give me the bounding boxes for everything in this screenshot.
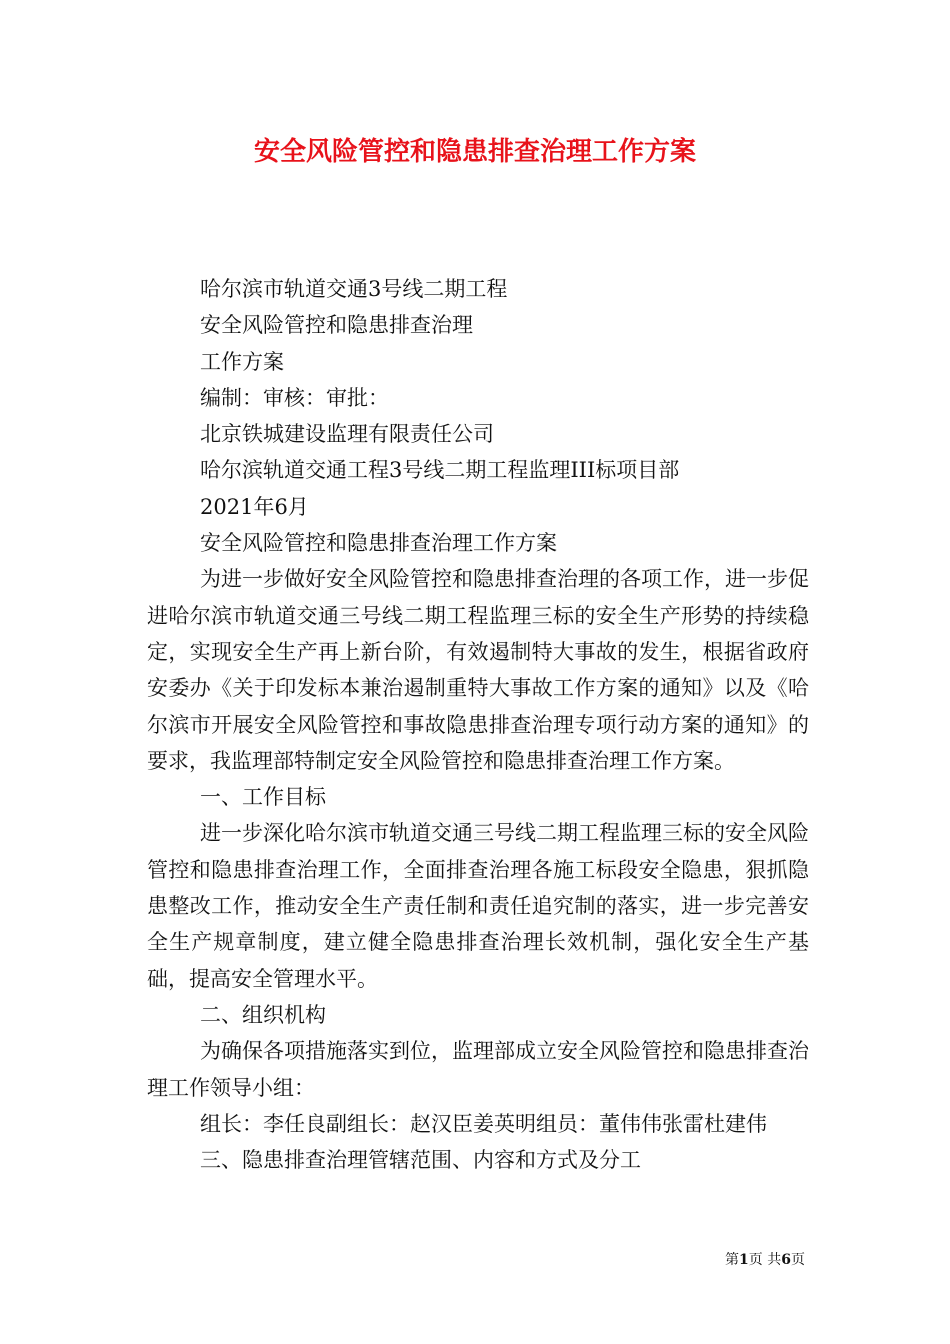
section-heading-scope: 三、隐患排查治理管辖范围、内容和方式及分工 (200, 1148, 641, 1173)
header-line-company: 北京铁城建设监理有限责任公司 (200, 422, 494, 447)
section-heading-organization: 二、组织机构 (200, 1002, 326, 1027)
header-line-department: 哈尔滨轨道交通工程3号线二期工程监理III标项目部 (200, 458, 680, 483)
header-line-approval: 编制：审核：审批： (200, 385, 389, 410)
header-line-plan-title: 安全风险管控和隐患排查治理工作方案 (200, 531, 557, 556)
footer-prefix: 第 (725, 1252, 740, 1268)
organization-members: 组长：李任良副组长：赵汉臣姜英明组员：董伟伟张雷杜建伟 (200, 1111, 767, 1136)
footer-total-pages: 6 (781, 1252, 791, 1268)
goals-paragraph: 进一步深化哈尔滨市轨道交通三号线二期工程监理三标的安全风险管控和隐患排查治理工作，全面排查治理各施工标段安全隐患，狠抓隐患整改工作，推动安全生产责任制和责任追究制的落实，进一步完善安全生产规章制度，建立健全隐患排查治理长效机制，强化安全生产基础，提高安全管理水平。 (147, 821, 809, 991)
footer-middle: 页 共 (748, 1252, 782, 1268)
document-body (147, 271, 809, 1178)
header-line-project: 哈尔滨市轨道交通3号线二期工程 (200, 277, 508, 301)
section-heading-goals: 一、工作目标 (200, 785, 326, 810)
footer-suffix: 页 (791, 1252, 805, 1268)
header-line-plan: 工作方案 (200, 349, 284, 374)
document-title: 安全风险管控和隐患排查治理工作方案 (253, 137, 696, 167)
header-line-subject: 安全风险管控和隐患排查治理 (200, 313, 473, 338)
intro-paragraph: 为进一步做好安全风险管控和隐患排查治理的各项工作，进一步促进哈尔滨市轨道交通三号线二期工程监理三标的安全生产形势的持续稳定，实现安全生产再上新台阶，有效遏制特大事故的发生，根据省政府安委办《关于印发标本兼治遏制重特大事故工作方案的通知》以及《哈尔滨市开展安全风险管控和事故隐患排查治理专项行动方案的通知》的要求，我监理部特制定安全风险管控和隐患排查治理工作方案。 (147, 567, 809, 773)
footer-current-page: 1 (739, 1252, 749, 1268)
header-line-date: 2021年6月 (200, 494, 309, 519)
page-number-footer (725, 1249, 805, 1269)
organization-paragraph: 为确保各项措施落实到位，监理部成立安全风险管控和隐患排查治理工作领导小组： (147, 1039, 809, 1100)
